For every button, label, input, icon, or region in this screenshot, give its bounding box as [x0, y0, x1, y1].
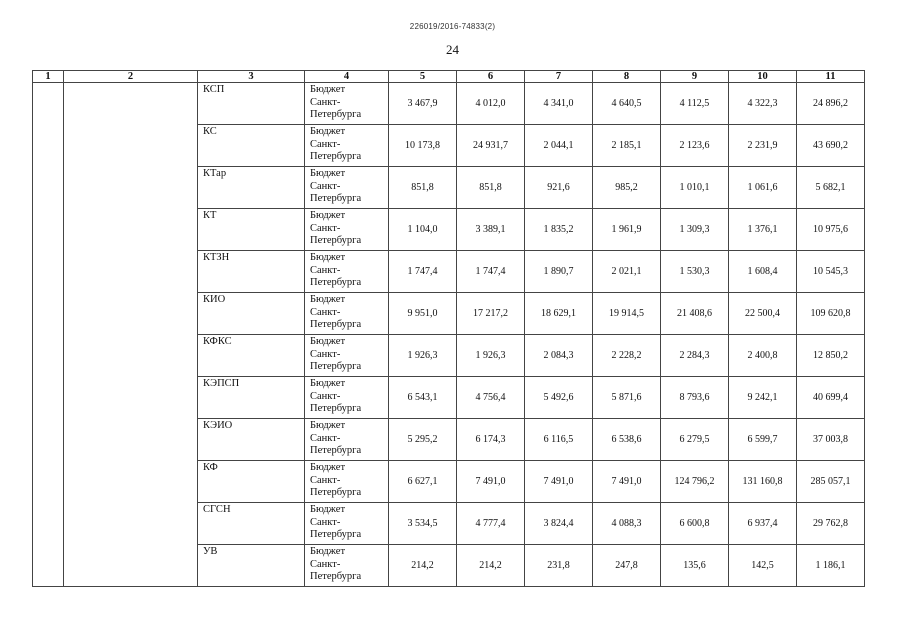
funding-source-line: Бюджет [310, 210, 346, 221]
value-cell-col9: 2 123,6 [661, 125, 729, 167]
value-cell-col7: 5 492,6 [525, 377, 593, 419]
value-cell-col11: 29 762,8 [797, 503, 865, 545]
value-cell-col6: 6 174,3 [457, 419, 525, 461]
value-cell-col8: 247,8 [593, 545, 661, 587]
organization-cell: КИО [198, 293, 305, 335]
value-cell-col7: 1 890,7 [525, 251, 593, 293]
funding-source-line: Петербурга [310, 361, 362, 373]
value-cell-col8: 4 640,5 [593, 83, 661, 125]
value-cell-col8: 2 021,1 [593, 251, 661, 293]
organization-cell: КТ [198, 209, 305, 251]
funding-source-line: Бюджет [310, 294, 346, 305]
funding-source-cell [305, 125, 389, 167]
value-cell-col11: 12 850,2 [797, 335, 865, 377]
column-header-3: 3 [198, 71, 305, 83]
funding-source-cell [305, 293, 389, 335]
funding-source-line: Санкт- [310, 138, 341, 150]
value-cell-col7: 1 835,2 [525, 209, 593, 251]
funding-source-line: Санкт- [310, 474, 341, 486]
value-cell-col5: 6 627,1 [389, 461, 457, 503]
value-cell-col9: 8 793,6 [661, 377, 729, 419]
budget-table [32, 70, 865, 587]
value-cell-col7: 3 824,4 [525, 503, 593, 545]
table-header-row [33, 71, 865, 83]
funding-source-cell [305, 209, 389, 251]
value-cell-col9: 2 284,3 [661, 335, 729, 377]
value-cell-col6: 4 012,0 [457, 83, 525, 125]
value-cell-col9: 6 279,5 [661, 419, 729, 461]
organization-cell: КФКС [198, 335, 305, 377]
funding-source-cell [305, 83, 389, 125]
value-cell-col11: 37 003,8 [797, 419, 865, 461]
value-cell-col10: 1 608,4 [729, 251, 797, 293]
funding-source-line: Петербурга [310, 193, 362, 205]
organization-cell: УВ [198, 545, 305, 587]
value-cell-col8: 6 538,6 [593, 419, 661, 461]
value-cell-col10: 6 599,7 [729, 419, 797, 461]
empty-cell-col2 [64, 83, 198, 587]
funding-source-line: Бюджет [310, 252, 346, 263]
column-header-10: 10 [729, 71, 797, 83]
value-cell-col5: 10 173,8 [389, 125, 457, 167]
column-header-8: 8 [593, 71, 661, 83]
page-number: 24 [446, 42, 459, 57]
funding-source-line: Бюджет [310, 168, 346, 179]
funding-source-line: Бюджет [310, 420, 346, 431]
value-cell-col9: 21 408,6 [661, 293, 729, 335]
empty-cell-col1 [33, 83, 64, 587]
funding-source-line: Петербурга [310, 235, 362, 247]
value-cell-col5: 3 467,9 [389, 83, 457, 125]
value-cell-col7: 18 629,1 [525, 293, 593, 335]
funding-source-line: Бюджет [310, 378, 346, 389]
funding-source-line: Петербурга [310, 319, 362, 331]
funding-source-cell [305, 251, 389, 293]
funding-source-line: Санкт- [310, 96, 341, 108]
funding-source-line: Санкт- [310, 222, 341, 234]
value-cell-col9: 4 112,5 [661, 83, 729, 125]
value-cell-col10: 2 231,9 [729, 125, 797, 167]
value-cell-col5: 1 747,4 [389, 251, 457, 293]
value-cell-col5: 851,8 [389, 167, 457, 209]
value-cell-col7: 2 044,1 [525, 125, 593, 167]
column-header-11: 11 [797, 71, 865, 83]
funding-source-line: Санкт- [310, 516, 341, 528]
value-cell-col8: 7 491,0 [593, 461, 661, 503]
funding-source-cell [305, 167, 389, 209]
value-cell-col9: 6 600,8 [661, 503, 729, 545]
value-cell-col11: 1 186,1 [797, 545, 865, 587]
value-cell-col5: 214,2 [389, 545, 457, 587]
value-cell-col6: 4 777,4 [457, 503, 525, 545]
funding-source-line: Бюджет [310, 84, 346, 95]
organization-cell: СГСН [198, 503, 305, 545]
value-cell-col8: 2 228,2 [593, 335, 661, 377]
value-cell-col10: 2 400,8 [729, 335, 797, 377]
value-cell-col11: 40 699,4 [797, 377, 865, 419]
value-cell-col6: 1 747,4 [457, 251, 525, 293]
value-cell-col5: 3 534,5 [389, 503, 457, 545]
column-header-4: 4 [305, 71, 389, 83]
value-cell-col9: 1 309,3 [661, 209, 729, 251]
value-cell-col6: 24 931,7 [457, 125, 525, 167]
value-cell-col9: 1 530,3 [661, 251, 729, 293]
organization-cell: КСП [198, 83, 305, 125]
funding-source-line: Санкт- [310, 180, 341, 192]
funding-source-line: Петербурга [310, 151, 362, 163]
value-cell-col10: 1 376,1 [729, 209, 797, 251]
organization-cell: КФ [198, 461, 305, 503]
column-header-6: 6 [457, 71, 525, 83]
value-cell-col11: 10 545,3 [797, 251, 865, 293]
value-cell-col7: 7 491,0 [525, 461, 593, 503]
document-id: 226019/2016-74833(2) [409, 22, 496, 31]
funding-source-line: Санкт- [310, 306, 341, 318]
funding-source-line: Петербурга [310, 487, 362, 499]
value-cell-col6: 4 756,4 [457, 377, 525, 419]
value-cell-col10: 142,5 [729, 545, 797, 587]
funding-source-line: Петербурга [310, 571, 362, 583]
funding-source-line: Петербурга [310, 109, 362, 121]
value-cell-col6: 851,8 [457, 167, 525, 209]
value-cell-col7: 921,6 [525, 167, 593, 209]
value-cell-col7: 6 116,5 [525, 419, 593, 461]
value-cell-col11: 109 620,8 [797, 293, 865, 335]
column-header-1: 1 [33, 71, 64, 83]
funding-source-line: Петербурга [310, 277, 362, 289]
value-cell-col11: 10 975,6 [797, 209, 865, 251]
table-row [33, 83, 865, 125]
organization-cell: КС [198, 125, 305, 167]
value-cell-col8: 19 914,5 [593, 293, 661, 335]
value-cell-col7: 4 341,0 [525, 83, 593, 125]
column-header-5: 5 [389, 71, 457, 83]
value-cell-col11: 5 682,1 [797, 167, 865, 209]
funding-source-cell [305, 419, 389, 461]
column-header-9: 9 [661, 71, 729, 83]
column-header-7: 7 [525, 71, 593, 83]
funding-source-line: Бюджет [310, 462, 346, 473]
value-cell-col9: 1 010,1 [661, 167, 729, 209]
funding-source-line: Петербурга [310, 445, 362, 457]
organization-cell: КТар [198, 167, 305, 209]
value-cell-col5: 1 926,3 [389, 335, 457, 377]
value-cell-col8: 5 871,6 [593, 377, 661, 419]
value-cell-col6: 17 217,2 [457, 293, 525, 335]
funding-source-line: Бюджет [310, 126, 346, 137]
funding-source-line: Санкт- [310, 390, 341, 402]
value-cell-col11: 24 896,2 [797, 83, 865, 125]
funding-source-line: Бюджет [310, 546, 346, 557]
value-cell-col5: 9 951,0 [389, 293, 457, 335]
organization-cell: КЭИО [198, 419, 305, 461]
value-cell-col8: 4 088,3 [593, 503, 661, 545]
value-cell-col10: 22 500,4 [729, 293, 797, 335]
funding-source-line: Санкт- [310, 558, 341, 570]
value-cell-col10: 9 242,1 [729, 377, 797, 419]
value-cell-col8: 2 185,1 [593, 125, 661, 167]
funding-source-line: Санкт- [310, 264, 341, 276]
funding-source-line: Бюджет [310, 336, 346, 347]
value-cell-col11: 43 690,2 [797, 125, 865, 167]
value-cell-col7: 231,8 [525, 545, 593, 587]
value-cell-col6: 3 389,1 [457, 209, 525, 251]
value-cell-col10: 131 160,8 [729, 461, 797, 503]
funding-source-cell [305, 545, 389, 587]
funding-source-cell [305, 503, 389, 545]
organization-cell: КТЗН [198, 251, 305, 293]
funding-source-line: Санкт- [310, 432, 341, 444]
value-cell-col8: 985,2 [593, 167, 661, 209]
value-cell-col6: 7 491,0 [457, 461, 525, 503]
value-cell-col5: 1 104,0 [389, 209, 457, 251]
value-cell-col6: 214,2 [457, 545, 525, 587]
funding-source-cell [305, 461, 389, 503]
value-cell-col10: 6 937,4 [729, 503, 797, 545]
funding-source-cell [305, 377, 389, 419]
value-cell-col5: 6 543,1 [389, 377, 457, 419]
column-header-2: 2 [64, 71, 198, 83]
value-cell-col7: 2 084,3 [525, 335, 593, 377]
value-cell-col6: 1 926,3 [457, 335, 525, 377]
organization-cell: КЭПСП [198, 377, 305, 419]
value-cell-col11: 285 057,1 [797, 461, 865, 503]
funding-source-cell [305, 335, 389, 377]
value-cell-col9: 124 796,2 [661, 461, 729, 503]
funding-source-line: Петербурга [310, 403, 362, 415]
value-cell-col8: 1 961,9 [593, 209, 661, 251]
value-cell-col10: 4 322,3 [729, 83, 797, 125]
value-cell-col10: 1 061,6 [729, 167, 797, 209]
value-cell-col9: 135,6 [661, 545, 729, 587]
funding-source-line: Бюджет [310, 504, 346, 515]
table-body [33, 83, 865, 587]
value-cell-col5: 5 295,2 [389, 419, 457, 461]
funding-source-line: Санкт- [310, 348, 341, 360]
funding-source-line: Петербурга [310, 529, 362, 541]
